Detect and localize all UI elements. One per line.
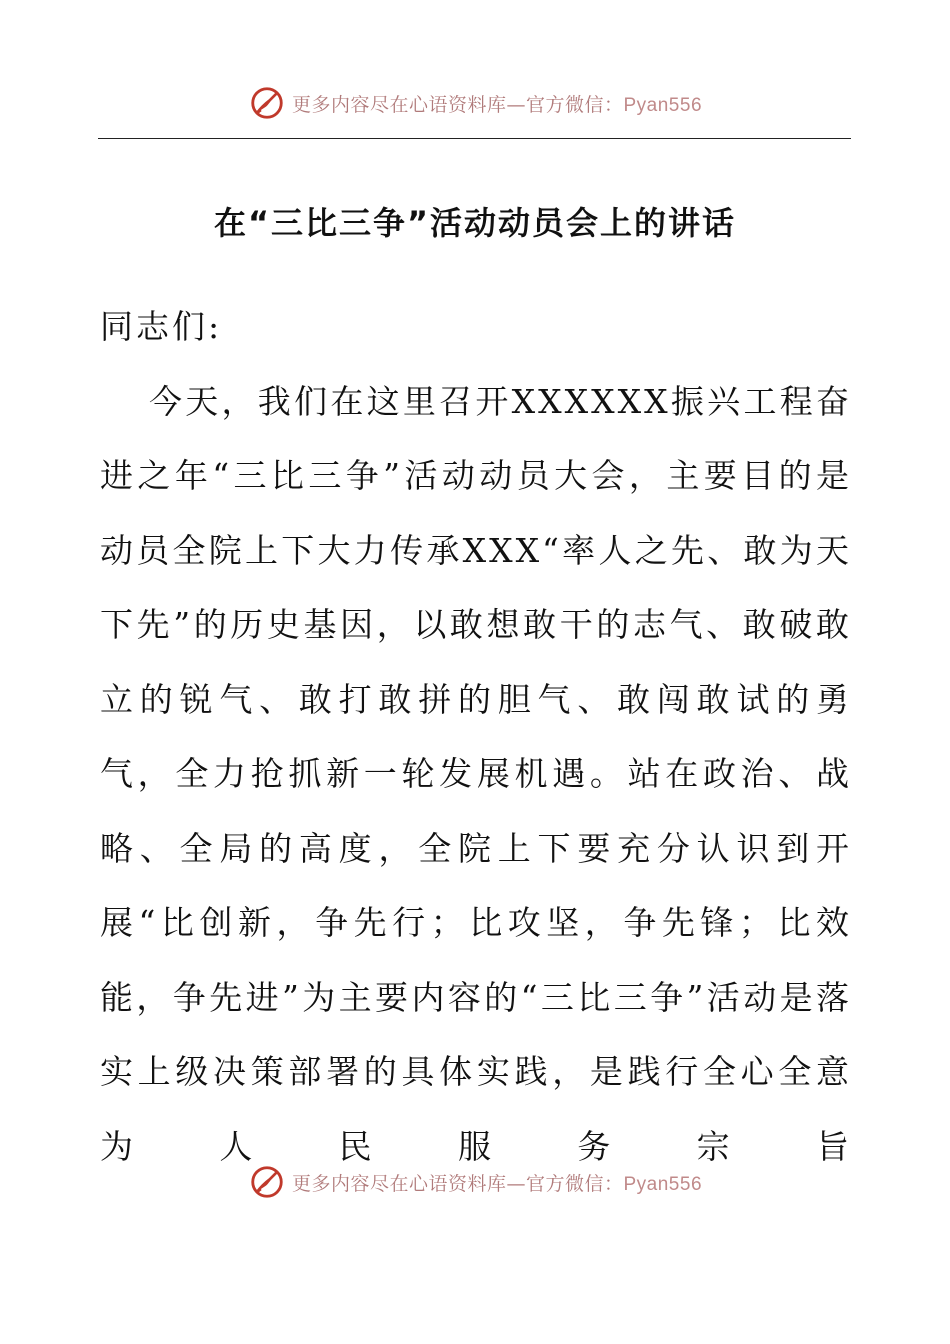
salutation: 同志们: (100, 307, 223, 346)
pen-logo-icon (248, 1163, 286, 1201)
footer-banner (0, 1163, 950, 1201)
document-title: 在“三比三争”活动动员会上的讲话 (213, 204, 737, 242)
paragraph: 今天，我们在这里召开XXXXXX振兴工程奋进之年“三比三争”活动动员大会，主要目的是动员全院上下大力传承XXX“率人之先、敢为天下先”的历史基因，以敢想敢干的志气、敢破敢立的锐气、敢打敢拼的胆气、敢闯敢试的勇气，全力抢抓新一轮发展机遇。站在政治、战略、全局的高度，全院上下要充分认识到开展“比创新，争先行；比攻坚，争先锋；比效能，争先进”为主要内容的“三比三争”活动是落实上级决策部署的具体实践，是践行全心全意为人民服务宗旨 (100, 381, 852, 1166)
document-body (100, 290, 852, 1184)
banner-slogan: 更多内容尽在心语资料库—官方微信： (291, 93, 624, 116)
header-banner (0, 84, 950, 122)
banner-slogan: 更多内容尽在心语资料库—官方微信： (291, 1172, 624, 1195)
header-divider (98, 138, 851, 139)
wechat-id: Pyan556 (623, 1173, 703, 1195)
pen-logo-icon (248, 84, 286, 122)
wechat-id: Pyan556 (623, 94, 703, 116)
